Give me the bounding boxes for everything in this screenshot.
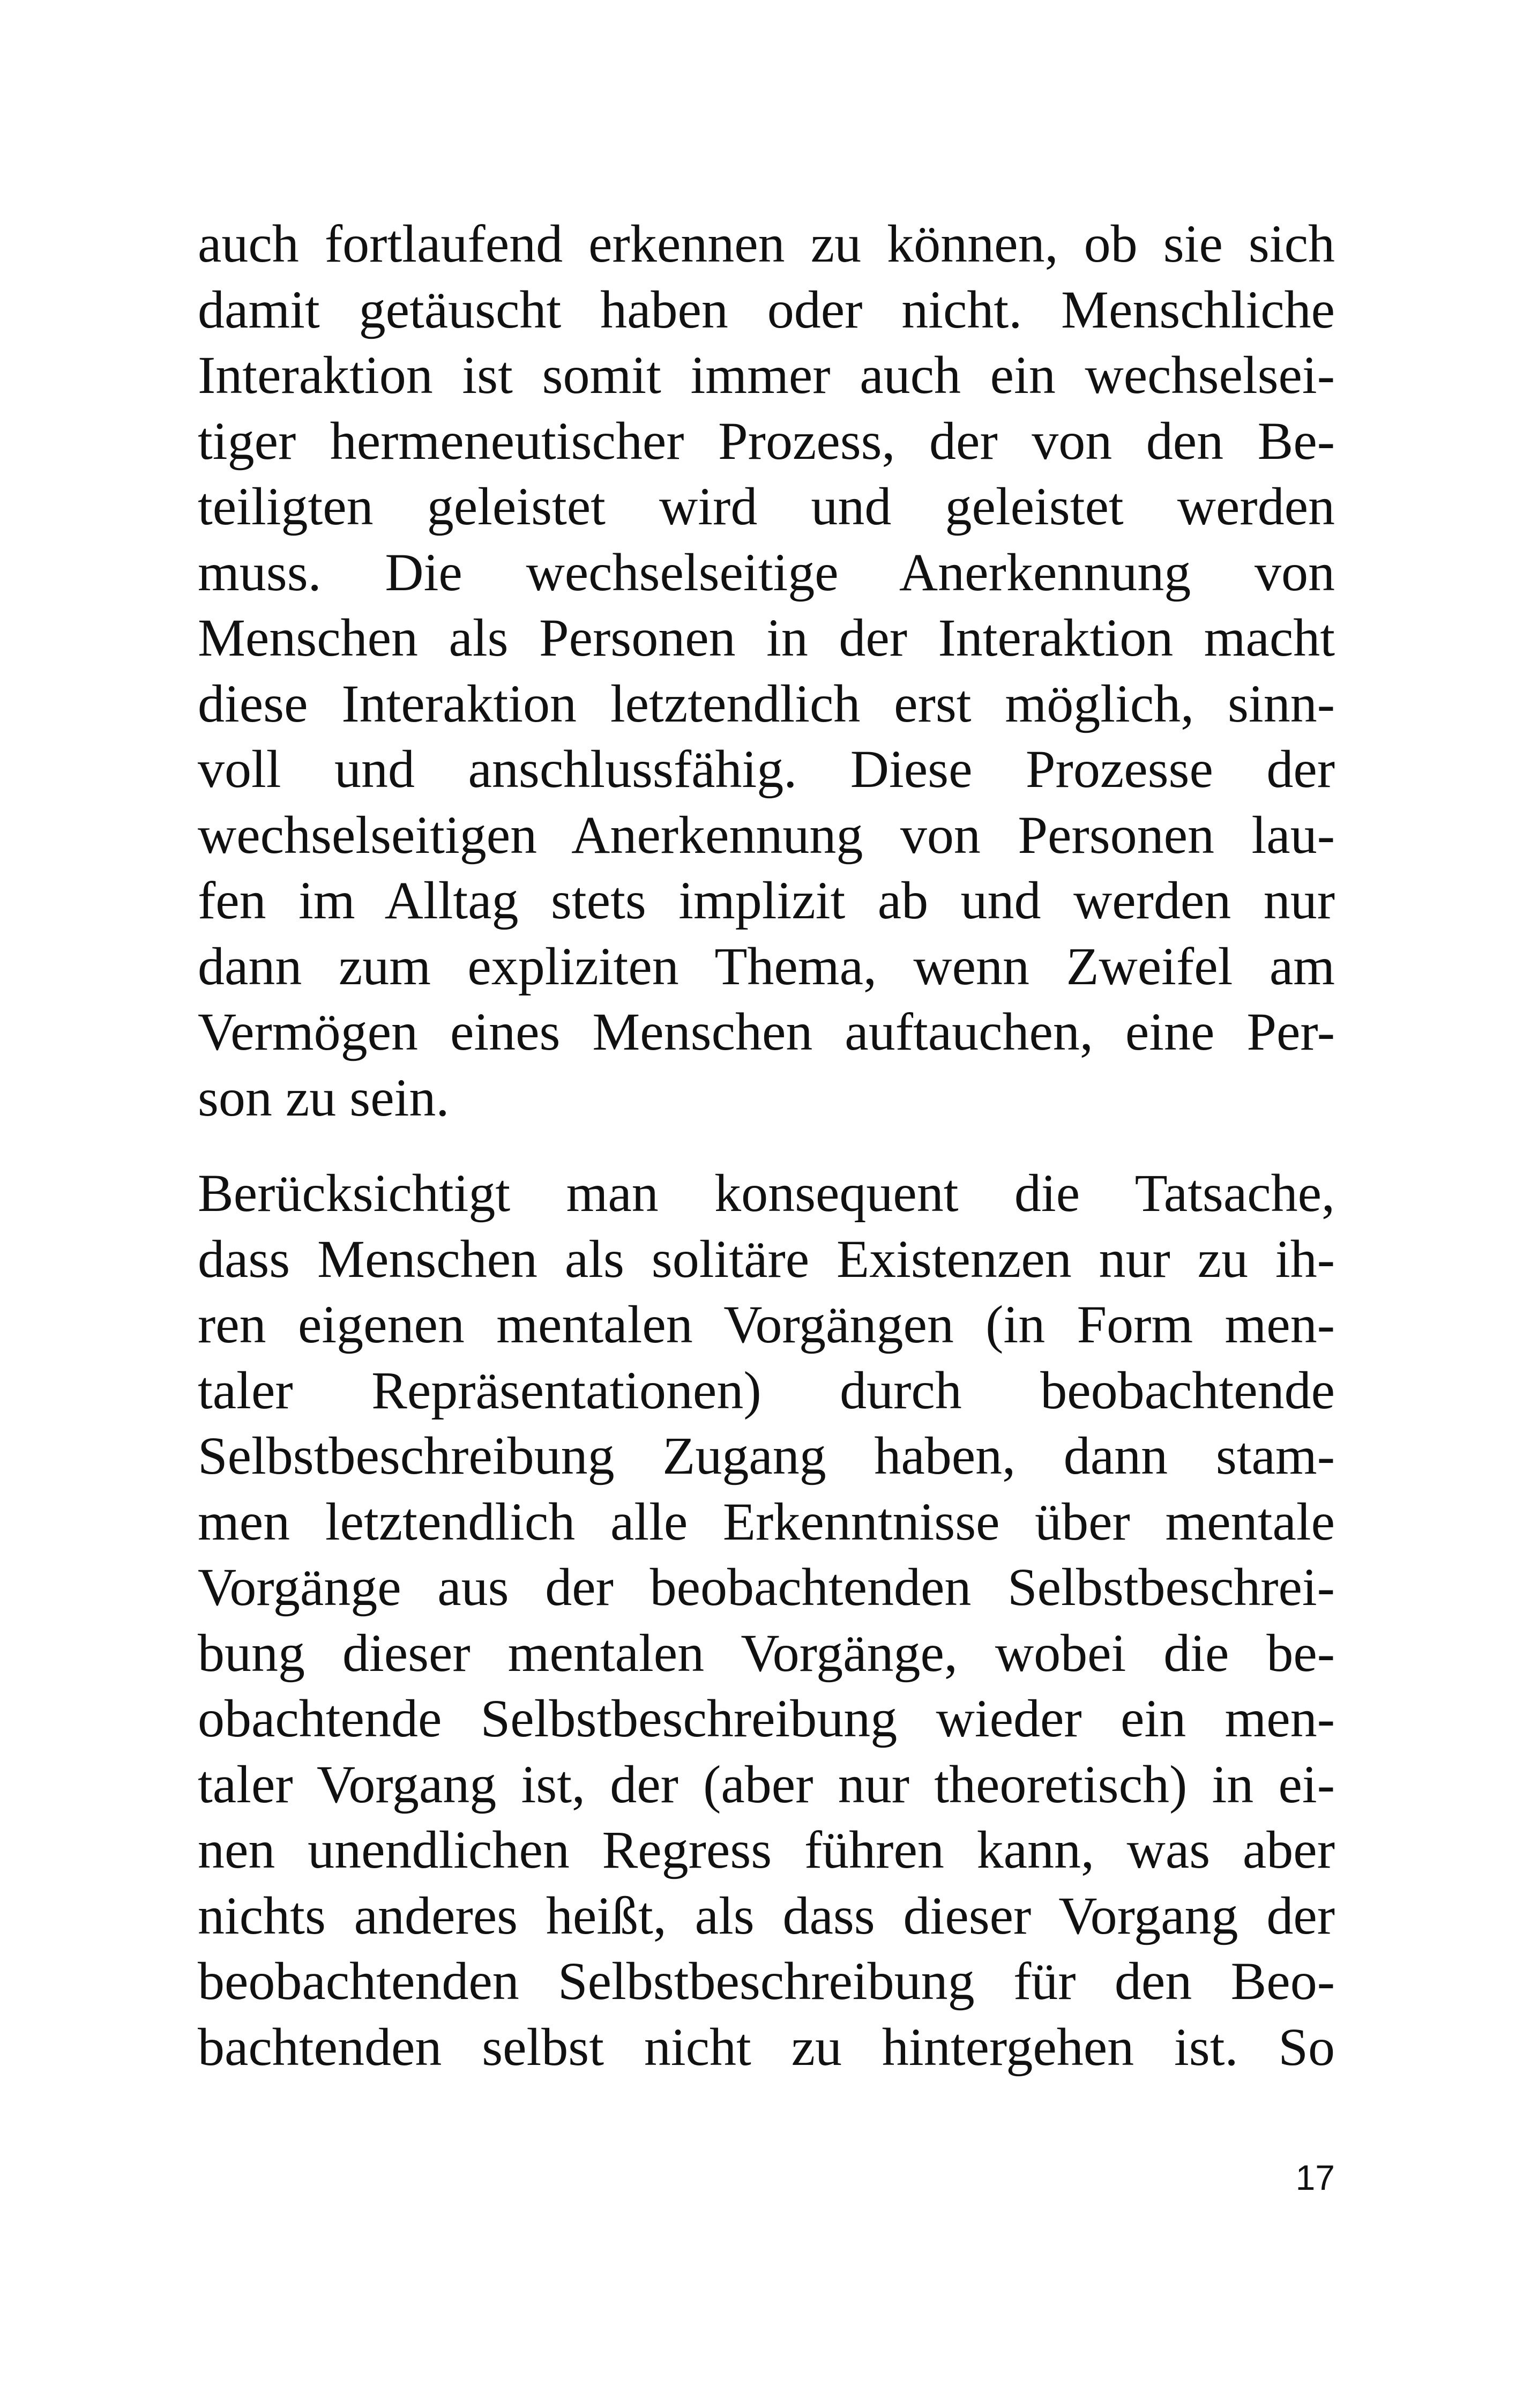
text-line: Menschen als Personen in der Interaktion macht: [198, 608, 1335, 667]
text-line: wechselseitigen Anerkennung von Personen lau-: [198, 805, 1335, 865]
text-line: voll und anschlussfähig. Diese Prozesse der: [198, 739, 1335, 799]
text-line: Interaktion ist somit immer auch ein wechselsei-: [198, 345, 1335, 405]
text-line: nen unendlichen Regress führen kann, was aber: [198, 1820, 1335, 1879]
text-line: tiger hermeneutischer Prozess, der von den Be-: [198, 411, 1335, 471]
text-line: men letztendlich alle Erkenntnisse über mentale: [198, 1491, 1335, 1551]
page-number: 17: [1295, 2158, 1335, 2197]
text-line: fen im Alltag stets implizit ab und werden nur: [198, 871, 1335, 930]
text-line: beobachtenden Selbstbeschreibung für den Beo-: [198, 1951, 1335, 2011]
text-line: diese Interaktion letztendlich erst möglich, sinn-: [198, 673, 1335, 733]
text-line: Selbstbeschreibung Zugang haben, dann stam-: [198, 1426, 1335, 1485]
text-line: dann zum expliziten Thema, wenn Zweifel am: [198, 936, 1335, 996]
text-line: dass Menschen als solitäre Existenzen nur zu ih-: [198, 1229, 1335, 1289]
text-line: taler Repräsentationen) durch beobachtende: [198, 1360, 1335, 1420]
text-line: Vermögen eines Menschen auftauchen, eine Per-: [198, 1002, 1335, 1061]
text-line: muss. Die wechselseitige Anerkennung von: [198, 542, 1335, 602]
paragraph-1: [198, 211, 1335, 1131]
text-line: obachtende Selbstbeschreibung wieder ein men-: [198, 1689, 1335, 1748]
text-line: ren eigenen mentalen Vorgängen (in Form men-: [198, 1295, 1335, 1354]
text-line: Berücksichtigt man konsequent die Tatsache,: [198, 1163, 1335, 1223]
text-line: bachtenden selbst nicht zu hintergehen ist. So: [198, 2017, 1335, 2077]
text-line: bung dieser mentalen Vorgänge, wobei die be-: [198, 1623, 1335, 1683]
text-line: taler Vorgang ist, der (aber nur theoretisch) in ei-: [198, 1754, 1335, 1814]
paragraph-2: [198, 1161, 1335, 2080]
text-line: nichts anderes heißt, als dass dieser Vorgang der: [198, 1885, 1335, 1945]
text-line: Vorgänge aus der beobachtenden Selbstbeschrei-: [198, 1557, 1335, 1617]
text-line: teiligten geleistet wird und geleistet werden: [198, 477, 1335, 536]
text-line: damit getäuscht haben oder nicht. Menschliche: [198, 279, 1335, 339]
text-line: auch fortlaufend erkennen zu können, ob sie sich: [198, 214, 1335, 273]
text-line: son zu sein.: [198, 1067, 450, 1127]
